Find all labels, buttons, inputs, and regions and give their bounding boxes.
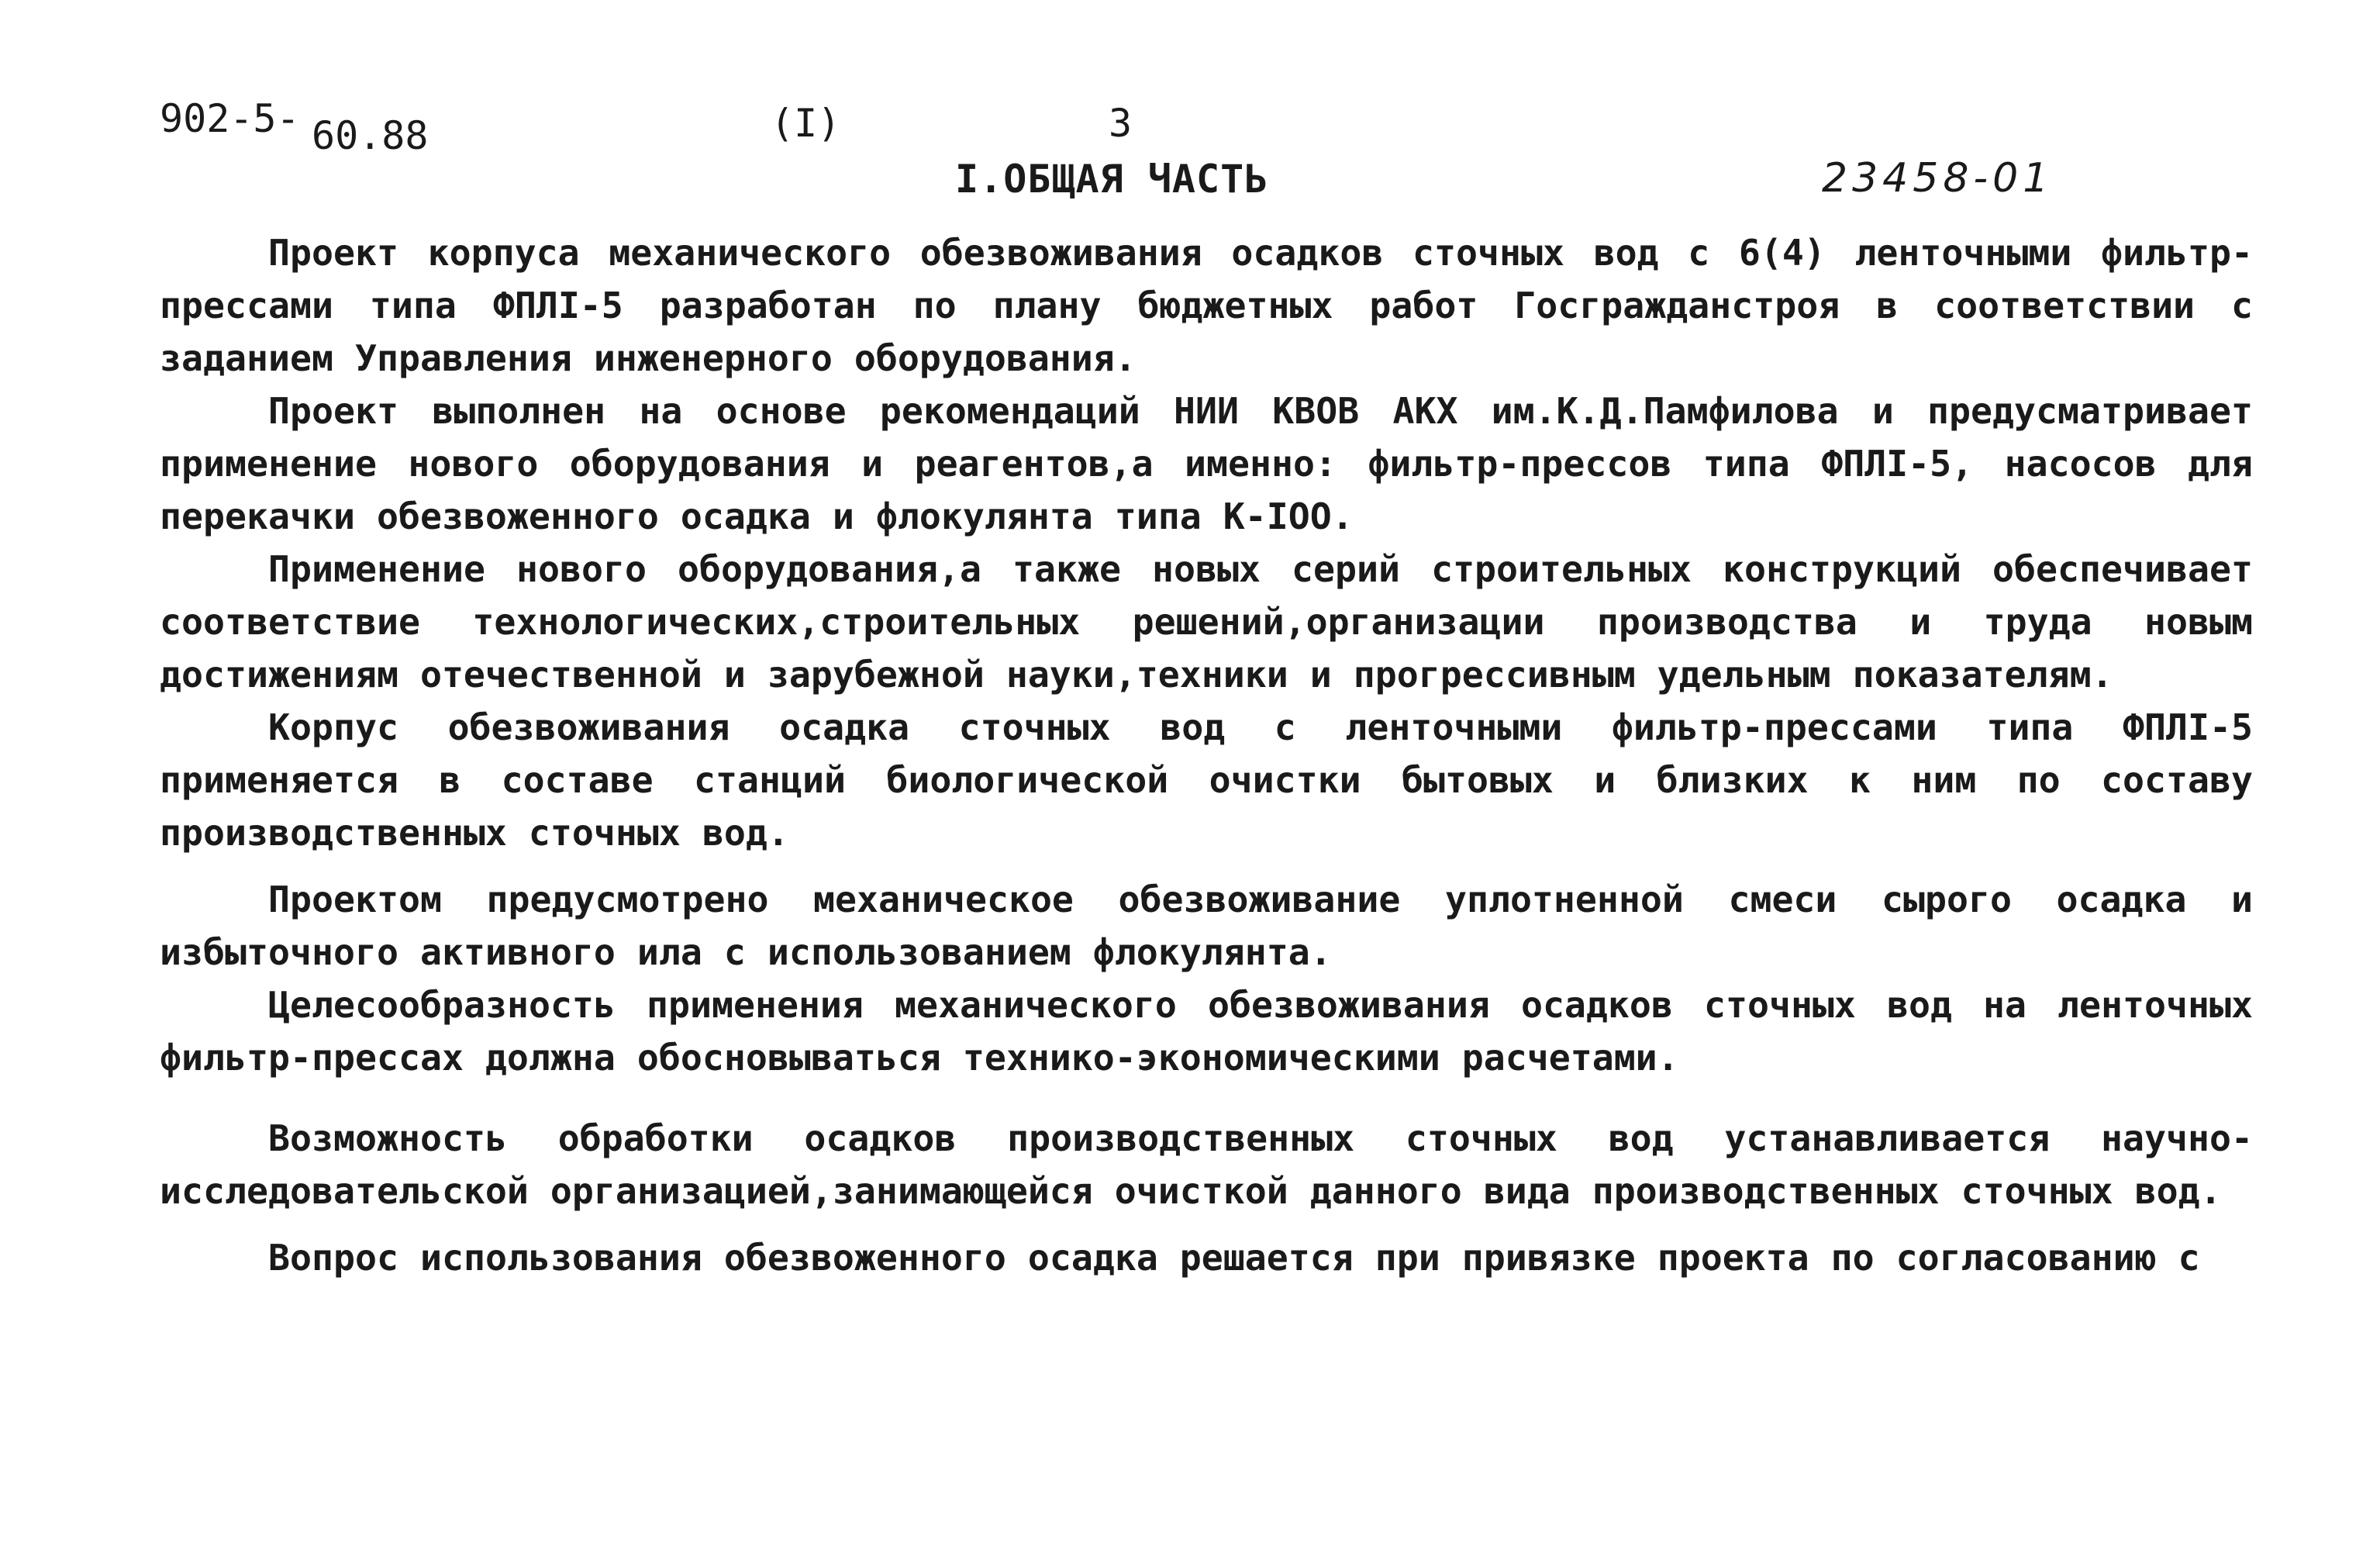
document-body	[160, 226, 2253, 1284]
sheet-label: (I)	[771, 101, 841, 146]
inventory-number: 23458-01	[1822, 155, 2054, 202]
section-title: I.ОБЩАЯ ЧАСТЬ	[955, 157, 1269, 202]
paragraph-6: Целесообразность применения механического обезвоживания осадков сточных вод на ленточных фильтр-прессах должна обосновываться технико-экономическими расчетами.	[160, 984, 2253, 1079]
paragraph-8: Вопрос использования обезвоженного осадка решается при привязке проекта по согласованию с	[268, 1237, 2200, 1279]
paragraph-3: Применение нового оборудования,а также новых серий строительных конструкций обеспечивает соответствие технологических,строительных решений,организации производства и труда новым достижениям отечественной и зарубежной науки,техники и прогрессивным удельным показателям.	[160, 548, 2253, 696]
paragraph-4: Корпус обезвоживания осадка сточных вод с ленточными фильтр-прессами типа ФПЛI-5 применяется в составе станций биологической очистки бытовых и близких к ним по составу производственных сточных вод.	[160, 706, 2253, 854]
paragraph-1: Проект корпуса механического обезвоживания осадков сточных вод с 6(4) ленточными фильтр-прессами типа ФПЛI-5 разработан по плану бюджетных работ Госгражданстроя в соответствии с заданием Управления инженерного оборудования.	[160, 232, 2253, 379]
paragraph-7: Возможность обработки осадков производственных сточных вод устанавливается научно-исследовательской организацией,занимающейся очисткой данного вида производственных сточных вод.	[160, 1117, 2253, 1212]
doc-code-prefix: 902-5-	[160, 96, 300, 141]
paragraph-2: Проект выполнен на основе рекомендаций НИИ КВОВ АКХ им.К.Д.Памфилова и предусматривает применение нового оборудования и реагентов,а именно: фильтр-прессов типа ФПЛI-5, насосов для перекачки обезвоженного осадка и флокулянта типа К-IOO.	[160, 390, 2253, 537]
paragraph-5: Проектом предусмотрено механическое обезвоживание уплотненной смеси сырого осадка и избыточного активного ила с использованием флокулянта.	[160, 879, 2253, 973]
page-number: 3	[1109, 101, 1133, 146]
doc-code-number: 60.88	[312, 113, 429, 158]
